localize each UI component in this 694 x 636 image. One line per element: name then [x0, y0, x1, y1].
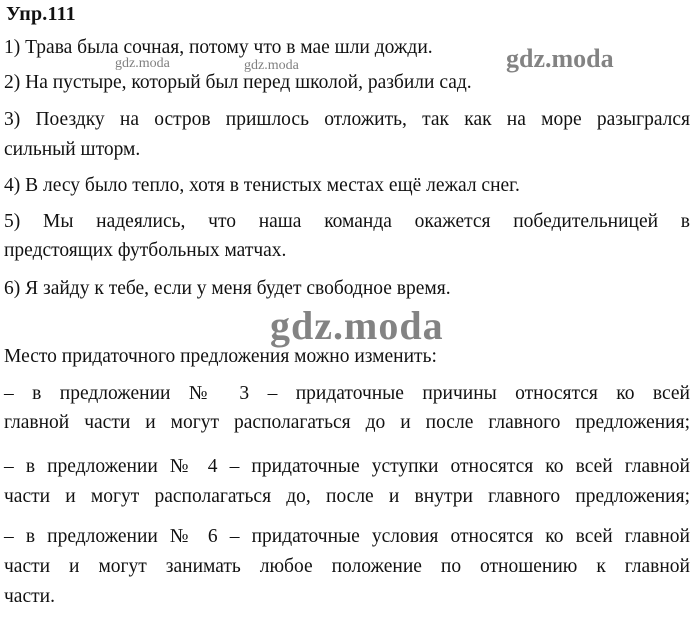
explanation-6-line-2: части и могут занимать любое положение по отношению к главной: [4, 556, 690, 577]
sentence-5-line-2: предстоящих футбольных матчах.: [4, 240, 287, 261]
explanation-3-line-2: главной части и могут располагаться до и после главного предложения;: [4, 412, 690, 433]
explanation-4-line-2: части и могут располагаться до, после и внутри главного предложения;: [4, 486, 690, 507]
explanation-6-line-3: части.: [4, 586, 55, 607]
explanation-intro: Место придаточного предложения можно изменить:: [4, 346, 437, 367]
watermark-big: gdz.moda: [270, 303, 444, 348]
watermark-mid: gdz.moda: [506, 44, 614, 73]
sentence-4: 4) В лесу было тепло, хотя в тенистых местах ещё лежал снег.: [4, 175, 520, 196]
explanation-4-line-1: – в предложении № 4 – придаточные уступки относятся ко всей главной: [4, 456, 690, 477]
watermark-small-2: gdz.moda: [244, 58, 299, 73]
sentence-1: 1) Трава была сочная, потому что в мае шли дожди.: [4, 37, 433, 58]
exercise-title: Упр.111: [6, 3, 76, 25]
explanation-3-line-1: – в предложении № 3 – придаточные причины относятся ко всей: [4, 383, 690, 404]
sentence-6: 6) Я зайду к тебе, если у меня будет свободное время.: [4, 278, 451, 299]
sentence-3-line-2: сильный шторм.: [4, 139, 141, 160]
sentence-3-line-1: 3) Поездку на остров пришлось отложить, так как на море разыгрался: [4, 109, 690, 130]
explanation-6-line-1: – в предложении № 6 – придаточные условия относятся ко всей главной: [4, 526, 690, 547]
sentence-2: 2) На пустыре, который был перед школой, разбили сад.: [4, 72, 472, 93]
watermark-small-1: gdz.moda: [115, 56, 170, 71]
sentence-5-line-1: 5) Мы надеялись, что наша команда окажется победительницей в: [4, 211, 690, 232]
